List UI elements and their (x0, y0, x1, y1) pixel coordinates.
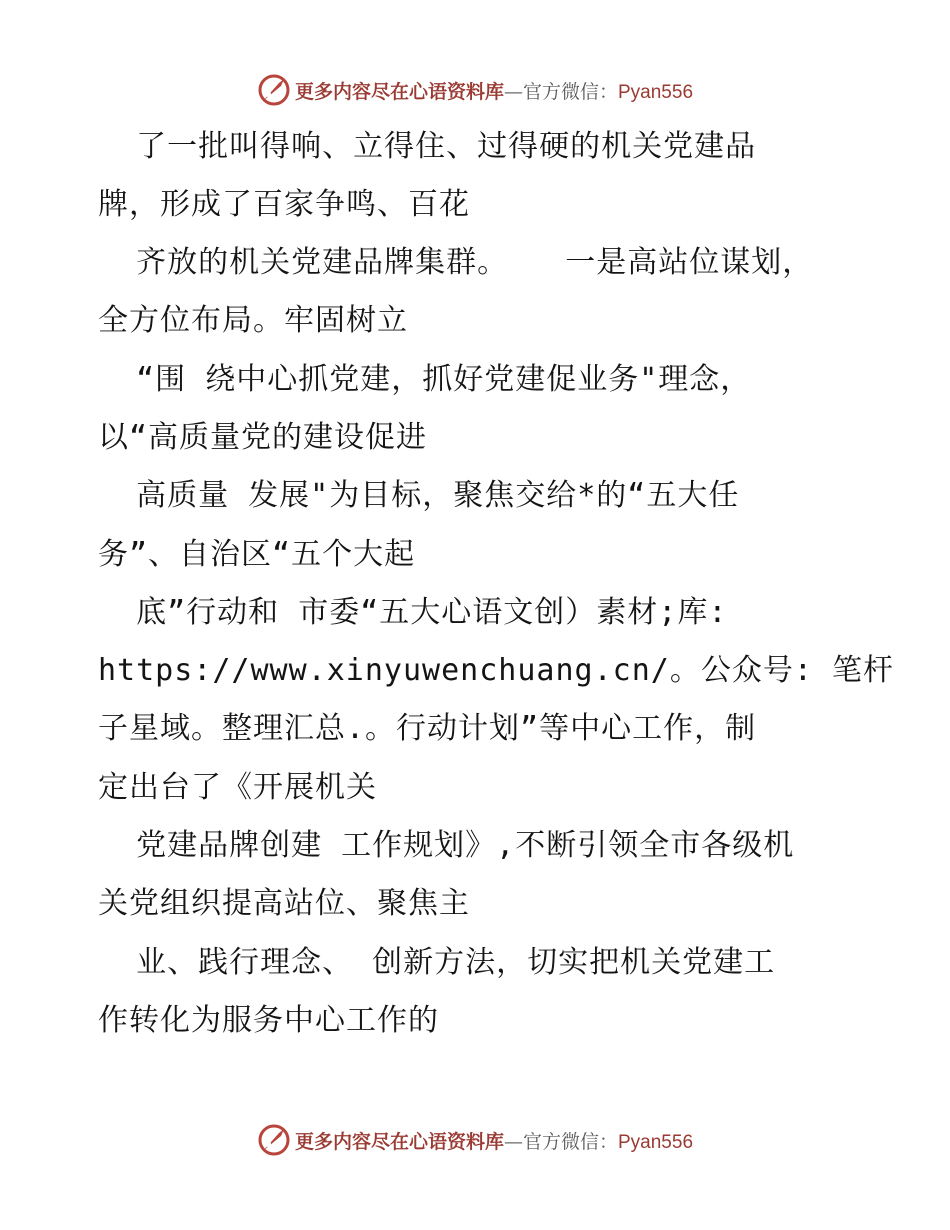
body-line: 以“高质量党的建设促进 (98, 420, 428, 455)
body-line: 高质量 发展"为目标，聚焦交给*的“五大任 (98, 478, 740, 513)
body-line: 子星域。整理汇总.。行动计划”等中心工作，制 (98, 711, 757, 746)
quill-logo-icon (257, 1123, 291, 1157)
body-line: 底”行动和 市委“五大心语文创）素材;库: (98, 595, 728, 630)
body-line: 务”、自治区“五个大起 (98, 537, 416, 572)
body-line: “围 绕中心抓党建，抓好党建促业务"理念， (98, 362, 752, 397)
body-line: 齐放的机关党建品牌集群。 一是高站位谋划， (98, 245, 814, 280)
body-line: 定出台了《开展机关 (98, 770, 377, 805)
body-line: 作转化为服务中心工作的 (98, 1003, 439, 1038)
body-line: 全方位布局。牢固树立 (98, 303, 408, 338)
body-line: 牌，形成了百家争鸣、百花 (98, 187, 470, 222)
body-line: 业、践行理念、 创新方法，切实把机关党建工 (98, 945, 776, 980)
header-banner-text: 更多内容尽在心语资料库—官方微信：Pyan556 (294, 80, 694, 103)
body-line: 了一批叫得响、立得住、过得硬的机关党建品 (98, 129, 757, 164)
footer-banner-text: 更多内容尽在心语资料库—官方微信：Pyan556 (294, 1130, 694, 1153)
quill-logo-icon (257, 73, 291, 107)
body-line: https://www.xinyuwenchuang.cn/。公众号: 笔杆 (98, 653, 894, 688)
header-banner (0, 70, 950, 110)
body-line: 党建品牌创建 工作规划》,不断引领全市各级机 (98, 828, 795, 863)
body-line: 关党组织提高站位、聚焦主 (98, 886, 470, 921)
footer-banner (0, 1120, 950, 1160)
